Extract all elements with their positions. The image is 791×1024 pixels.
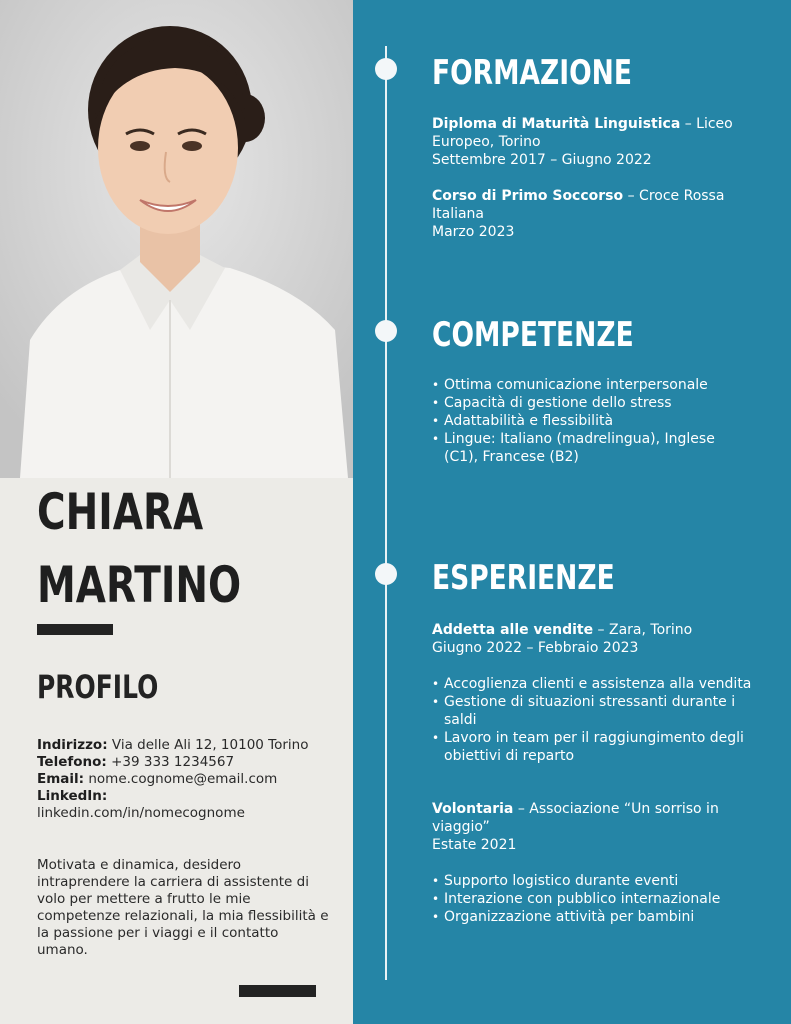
skills-list [432, 376, 752, 466]
contact-value: Via delle Ali 12, 10100 Torino [111, 737, 309, 753]
profile-photo [0, 0, 353, 478]
job-bullet: • Lavoro in team per il raggiungimento degli obiettivi di reparto [432, 729, 754, 765]
job-place: – Zara, Torino [593, 622, 693, 638]
job-bullet: • Accoglienza clienti e assistenza alla vendita [432, 675, 754, 693]
job-title: Volontaria [432, 801, 514, 817]
job-bullets-container [432, 675, 754, 765]
education-title-line [432, 115, 762, 151]
contact-label: Email: [37, 771, 85, 787]
first-name: CHIARA [37, 483, 204, 541]
job-bullet: • Gestione di situazioni stressanti durante i saldi [432, 693, 754, 729]
job-place: – Associazione “Un sorriso in viaggio” [432, 801, 719, 835]
education-date: Marzo 2023 [432, 224, 515, 240]
skill-item: • Ottima comunicazione interpersonale [432, 376, 752, 394]
job-bullets [432, 872, 754, 926]
left-column [0, 0, 353, 1024]
education-title: Corso di Primo Soccorso [432, 188, 624, 204]
contact-value: nome.cognome@email.com [88, 771, 278, 787]
skill-item: • Adattabilità e flessibilità [432, 412, 752, 430]
job-title-line [432, 800, 752, 836]
contact-label: Telefono: [37, 754, 107, 770]
job-date: Estate 2021 [432, 837, 517, 853]
timeline-dot-formazione [375, 58, 397, 80]
contact-address [37, 737, 337, 754]
skill-item: • Capacità di gestione dello stress [432, 394, 752, 412]
last-name: MARTINO [37, 556, 242, 614]
contact-info [37, 737, 337, 822]
education-place: – Croce Rossa Italiana [432, 188, 725, 222]
job-bullets [432, 675, 754, 765]
formazione-heading: FORMAZIONE [432, 53, 632, 93]
education-item [432, 187, 762, 241]
competenze-heading: COMPETENZE [432, 315, 634, 355]
name-underline-bar [37, 624, 113, 635]
portrait-illustration [0, 0, 353, 478]
timeline-line [385, 46, 387, 980]
job-item [432, 800, 752, 854]
education-item [432, 115, 762, 169]
contact-label: Indirizzo: [37, 737, 108, 753]
education-title-line [432, 187, 762, 223]
job-bullet: • Supporto logistico durante eventi [432, 872, 754, 890]
job-bullets-container [432, 872, 754, 926]
timeline-dot-esperienze [375, 563, 397, 585]
job-title: Addetta alle vendite [432, 622, 594, 638]
job-bullet: • Interazione con pubblico internazionale [432, 890, 754, 908]
job-title-line [432, 621, 762, 639]
timeline-dot-competenze [375, 320, 397, 342]
contact-linkedin-value: linkedin.com/in/nomecognome [37, 805, 245, 821]
profile-summary: Motivata e dinamica, desidero intraprendere la carriera di assistente di volo per mettere a frutto le mie competenze relazionali, la mia flessibilità e la passione per i viaggi e il contatto umano. [37, 857, 329, 958]
contact-phone [37, 754, 337, 771]
contact-linkedin [37, 788, 337, 805]
job-bullet: • Organizzazione attività per bambini [432, 908, 754, 926]
education-place: – Liceo Europeo, Torino [432, 116, 733, 150]
contact-value: +39 333 1234567 [111, 754, 235, 770]
skill-item: • Lingue: Italiano (madrelingua), Inglese (C1), Francese (B2) [432, 430, 752, 466]
education-title: Diploma di Maturità Linguistica [432, 116, 681, 132]
bottom-decor-bar [239, 985, 316, 997]
job-item [432, 621, 762, 657]
contact-label: LinkedIn: [37, 788, 108, 804]
skills-list-container [432, 376, 752, 466]
esperienze-heading: ESPERIENZE [432, 558, 615, 598]
profile-heading: PROFILO [37, 668, 159, 706]
contact-email [37, 771, 337, 788]
job-date: Giugno 2022 – Febbraio 2023 [432, 640, 639, 656]
education-date: Settembre 2017 – Giugno 2022 [432, 152, 652, 168]
